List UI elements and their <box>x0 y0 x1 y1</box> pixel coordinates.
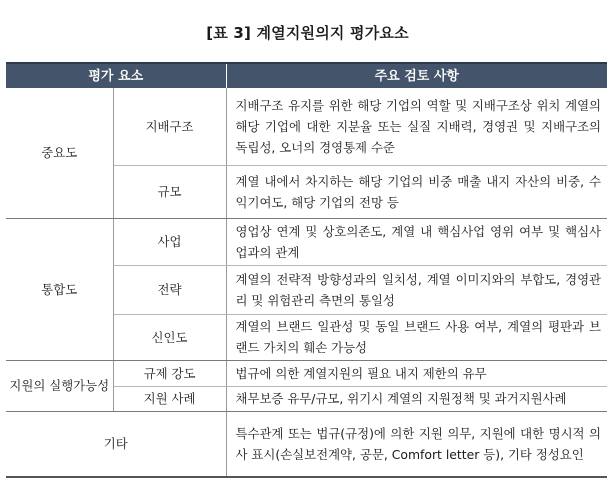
item-regulation: 규제 강도 <box>113 360 226 386</box>
table-title: [표 3] 계열지원의지 평가요소 <box>206 24 409 42</box>
header-main-review: 주요 검토 사항 <box>226 63 607 88</box>
item-reputation: 신인도 <box>113 314 226 360</box>
group-other: 기타 <box>6 411 226 477</box>
item-business: 사업 <box>113 218 226 265</box>
group-feasibility: 지원의 실행가능성 <box>6 360 113 411</box>
item-scale-desc: 계열 내에서 차지하는 해당 기업의 비중 매출 내지 자산의 비중, 수익기여도, 해당 기업의 전망 등 <box>226 165 607 218</box>
header-evaluation-element: 평가 요소 <box>6 63 226 88</box>
group-importance: 중요도 <box>6 88 113 218</box>
item-support-cases-desc: 채무보증 유무/규모, 위기시 계열의 지원정책 및 과거지원사례 <box>226 386 607 411</box>
item-governance: 지배구조 <box>113 88 226 165</box>
item-business-desc: 영업상 연계 및 상호의존도, 계열 내 핵심사업 영위 여부 및 핵심사업과의 관계 <box>226 218 607 265</box>
table-row <box>6 411 607 477</box>
group-integration: 통합도 <box>6 218 113 360</box>
table-row <box>6 88 607 165</box>
item-strategy-desc: 계열의 전략적 방향성과의 일치성, 계열 이미지와의 부합도, 경영관리 및 위험관리 측면의 통일성 <box>226 265 607 314</box>
other-desc: 특수관계 또는 법규(규정)에 의한 지원 의무, 지원에 대한 명시적 의사 표시(손실보전계약, 공문, Comfort letter 등), 기타 정성요인 <box>226 411 607 477</box>
item-regulation-desc: 법규에 의한 계열지원의 필요 내지 제한의 유무 <box>226 360 607 386</box>
evaluation-table <box>6 62 607 478</box>
item-reputation-desc: 계열의 브랜드 일관성 및 동일 브랜드 사용 여부, 계열의 평판과 브랜드 가치의 훼손 가능성 <box>226 314 607 360</box>
item-support-cases: 지원 사례 <box>113 386 226 411</box>
table-header-row <box>6 63 607 88</box>
item-scale: 규모 <box>113 165 226 218</box>
table-row <box>6 360 607 386</box>
item-strategy: 전략 <box>113 265 226 314</box>
table-row <box>6 218 607 265</box>
item-governance-desc: 지배구조 유지를 위한 해당 기업의 역할 및 지배구조상 위치 계열의 해당 기업에 대한 지분율 또는 실질 지배력, 경영권 및 지배구조의 독립성, 오너의 경영통제 수준 <box>226 88 607 165</box>
